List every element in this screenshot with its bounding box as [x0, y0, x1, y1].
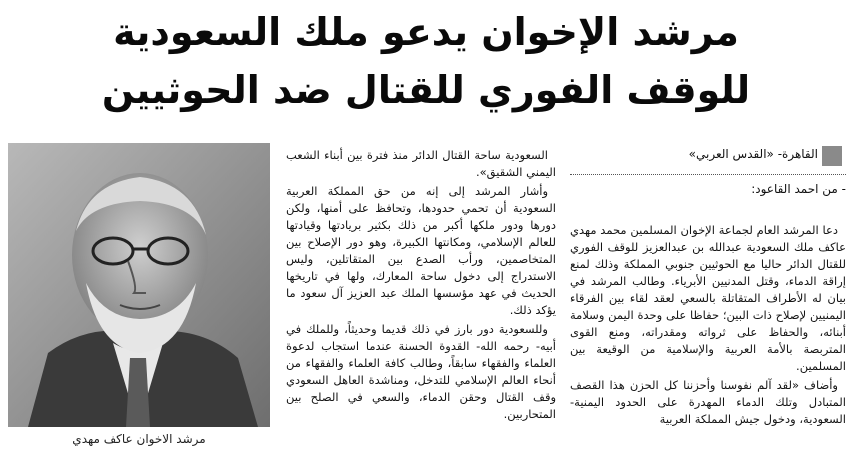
article-column-middle — [286, 147, 556, 425]
portrait-illustration — [8, 143, 270, 427]
article-column-right — [570, 222, 846, 430]
section-marker-box — [822, 146, 842, 166]
paragraph: وأضاف «لقد آلم نفوسنا وأحزننا كل الحزن هذا القصف المتبادل وتلك الدماء المهدرة على الحدود اليمنية- السعودية، ودخول جيش المملكة العربية — [570, 378, 846, 426]
paragraph: السعودية ساحة القتال الدائر منذ فترة بين أبناء الشعب اليمني الشقيق». — [286, 148, 556, 179]
author-byline: - من احمد القاعود: — [751, 182, 846, 196]
paragraph: وأشار المرشد إلى إنه من حق المملكة العربية السعودية أن تحمي حدودها، وتحافظ على أمنها، ولكن دورها ودور ملكها أكبر من ذلك بكثير بريادتها وقيادتها للعالم الإسلامي، ومكانتها الكبيرة، وهو دور الإصلاح بين المتخاصمين، ورأب الصدع بين المتقاتلين، وليس الاستدراج إلى دخول ساحة المعارك، ولها في تاريخها الحديث في عهد مؤسسها الملك عبد العزيز آل سعود ما يؤكد ذلك. — [286, 184, 556, 317]
headline-line-2: للوقف الفوري للقتال ضد الحوثيين — [101, 68, 751, 112]
dateline: القاهرة- «القدس العربي» — [688, 147, 818, 161]
photo-caption: مرشد الاخوان عاكف مهدي — [72, 432, 206, 446]
byline-divider — [570, 174, 846, 175]
headline-line-1: مرشد الإخوان يدعو ملك السعودية — [113, 10, 739, 54]
portrait-photo — [8, 143, 270, 427]
paragraph: وللسعودية دور بارز في ذلك قديما وحديثاً، وللملك في أبيه- رحمه الله- القدوة الحسنة عندما استجاب لدعوة العلماء والفقهاء سابقاً، وطالب كافة العلماء والفقهاء من أنحاء العالم الإسلامي للتدخل، ومناشدة العاهل السعودي وقف القتال وحقن الدماء، والسعي في الصلح بين المتحاربين. — [286, 322, 556, 421]
paragraph: دعا المرشد العام لجماعة الإخوان المسلمين محمد مهدي عاكف ملك السعودية عبدالله بن عبدالعزيز للوقف الفوري للقتال الدائر حاليا مع الحوثيين جنوبي المملكة وذلك لمنع إراقة الدماء، وقتل المدنيين الأبرياء. وطالب المرشد في بيان له الأطراف المتقاتلة بالسعي لعقد لقاء بين الفرقاء اليمنيين لإصلاح ذات البين؛ حفاظا على وحدة اليمن وسلامة أبنائه، والحفاظ على ثرواته ومقدراته، ومنع القوى المتربصة بالأمة العربية والإسلامية من الوقيعة بين المسلمين. — [570, 223, 846, 373]
